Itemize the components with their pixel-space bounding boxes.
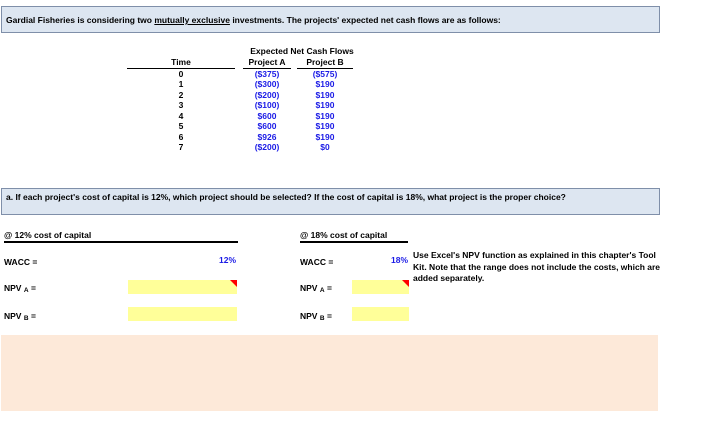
left-wacc-input[interactable]: 12% (218, 255, 236, 265)
intro-prefix: Gardial Fisheries is considering two (6, 15, 152, 25)
question-a-banner (1, 188, 660, 215)
project-a-header[interactable]: Project A (243, 57, 291, 69)
left-npv-a-label (4, 283, 36, 294)
question-a-text: a. If each project's cost of capital is 12%, which project should be selected? If the cost of capital is 18%, what project is the proper choice? (6, 192, 566, 202)
project-b-cell[interactable]: $190 (315, 131, 335, 142)
answer-area[interactable] (1, 335, 658, 411)
time-header[interactable]: Time (127, 57, 235, 69)
comment-flag-icon (230, 280, 237, 287)
time-cell[interactable]: 0 (178, 68, 184, 79)
npv-subscript: B (319, 315, 325, 322)
project-b-cell[interactable]: ($575) (312, 68, 338, 79)
equals-sign: = (326, 311, 332, 321)
time-cell[interactable]: 4 (178, 110, 184, 121)
project-b-cell[interactable]: $190 (315, 110, 335, 121)
npv-subscript: A (23, 287, 29, 294)
excel-note: Use Excel's NPV function as explained in this chapter's Tool Kit. Note that the range does not include the costs, which are added separately. (413, 250, 661, 283)
right-wacc-label: WACC = (300, 257, 334, 267)
project-a-cell[interactable]: ($100) (254, 100, 280, 110)
project-a-cell[interactable]: ($200) (254, 142, 280, 152)
comment-flag-icon (402, 280, 409, 287)
project-b-cell[interactable]: $0 (320, 142, 330, 152)
time-column (127, 57, 235, 153)
npv-subscript: A (319, 287, 325, 294)
project-a-cell[interactable]: $600 (257, 110, 277, 121)
project-a-cell[interactable]: ($300) (254, 79, 280, 89)
left-wacc-label: WACC = (4, 257, 38, 267)
right-npv-b-label (300, 311, 332, 322)
intro-banner (1, 6, 660, 33)
time-cell[interactable]: 2 (178, 89, 184, 100)
project-b-header[interactable]: Project B (297, 57, 353, 69)
npv-text: NPV (300, 283, 318, 293)
project-b-cell[interactable]: $190 (315, 79, 335, 89)
intro-text (6, 15, 501, 25)
equals-sign: = (326, 283, 332, 293)
left-section-title: @ 12% cost of capital (4, 230, 238, 243)
intro-suffix: investments. The projects' expected net cash flows are as follows: (232, 15, 501, 25)
left-npv-a-input[interactable] (128, 280, 237, 294)
left-npv-b-label (4, 311, 36, 322)
project-a-cell[interactable]: $926 (257, 131, 277, 142)
project-b-cell[interactable]: $190 (315, 121, 335, 131)
project-b-column (297, 57, 353, 153)
time-cell[interactable]: 7 (178, 142, 184, 152)
project-a-cell[interactable]: ($200) (254, 89, 280, 100)
intro-underlined: mutually exclusive (154, 15, 230, 25)
right-section-title: @ 18% cost of capital (300, 230, 408, 243)
left-npv-b-input[interactable] (128, 307, 237, 321)
npv-text: NPV (300, 311, 318, 321)
right-npv-b-input[interactable] (352, 307, 409, 321)
equals-sign: = (30, 283, 36, 293)
right-npv-a-input[interactable] (352, 280, 409, 294)
time-cell[interactable]: 1 (178, 79, 184, 89)
project-b-cell[interactable]: $190 (315, 100, 335, 110)
npv-text: NPV (4, 283, 22, 293)
npv-text: NPV (4, 311, 22, 321)
project-a-cell[interactable]: $600 (257, 121, 277, 131)
project-a-cell[interactable]: ($375) (254, 68, 280, 79)
right-npv-a-label (300, 283, 332, 294)
table-caption: Expected Net Cash Flows (250, 46, 354, 56)
time-cell[interactable]: 6 (178, 131, 184, 142)
project-a-column (243, 57, 291, 153)
right-wacc-input[interactable]: 18% (390, 255, 408, 265)
project-b-cell[interactable]: $190 (315, 89, 335, 100)
equals-sign: = (30, 311, 36, 321)
time-cell[interactable]: 3 (178, 100, 184, 110)
time-cell[interactable]: 5 (178, 121, 184, 131)
npv-subscript: B (23, 315, 29, 322)
